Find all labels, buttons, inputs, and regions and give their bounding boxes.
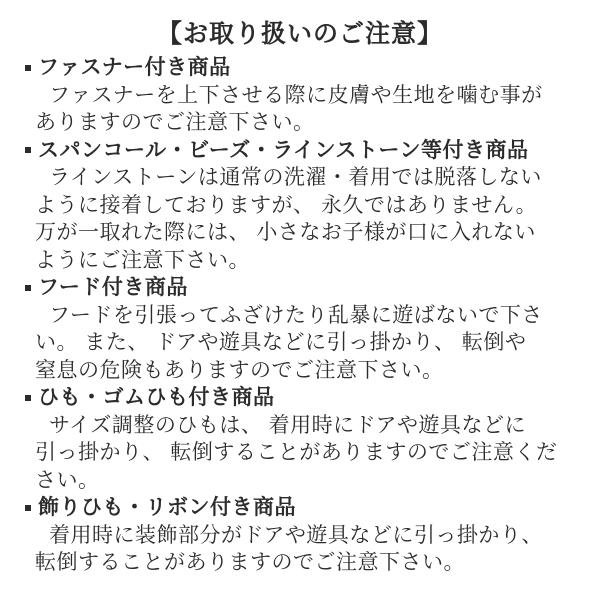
body-line: ように接着しておりますが、 永久ではありません。: [35, 193, 538, 217]
section-body: [35, 164, 590, 274]
body-line: い。 また、 ドアや遊具などに引っ掛かり、 転倒や: [35, 331, 527, 354]
body-line: フードを引張ってふざけたり乱暴に遊ばないで下さ: [49, 303, 543, 327]
section-heading-row: [25, 137, 590, 165]
notice-section-sequins-beads-rhinestones: [25, 137, 590, 275]
notice-section-hood: [25, 274, 590, 384]
section-heading-row: [25, 54, 590, 82]
body-line: ようにご注意下さい。: [35, 248, 250, 272]
section-body: [35, 302, 590, 385]
body-line: さい。: [35, 468, 100, 492]
section-body: [35, 82, 590, 137]
section-heading: スパンコール・ビーズ・ラインストーン等付き商品: [38, 138, 529, 162]
notice-section-cords-elastic: [25, 384, 590, 494]
section-heading: ファスナー付き商品: [38, 56, 231, 79]
section-heading-row: [25, 384, 590, 412]
body-line: 窒息の危険もありますのでご注意下さい。: [35, 358, 444, 382]
notice-section-zipper: [25, 54, 590, 137]
body-line: 転倒することがありますのでご注意下さい。: [35, 551, 465, 574]
section-body: [35, 412, 590, 495]
section-heading: ひも・ゴムひも付き商品: [38, 386, 275, 409]
body-line: サイズ調整のひもは、 着用時にドアや遊具などに: [49, 413, 527, 437]
body-line: ファスナーを上下させる際に皮膚や生地を噛む事が: [49, 83, 543, 107]
square-bullet-icon: [25, 147, 31, 153]
body-line: ありますのでご注意下さい。: [35, 111, 315, 134]
body-line: 万が一取れた際には、 小さなお子様が口に入れない: [35, 221, 536, 244]
section-body: [35, 522, 590, 577]
square-bullet-icon: [25, 505, 31, 511]
square-bullet-icon: [25, 285, 31, 291]
section-heading: 飾りひも・リボン付き商品: [38, 496, 296, 519]
body-line: 引っ掛かり、 転倒することがありますのでご注意くだ: [35, 441, 558, 464]
body-line: ラインストーンは通常の洗濯・着用では脱落しない: [49, 166, 542, 189]
body-line: 着用時に装飾部分がドアや遊具などに引っ掛かり、: [49, 523, 543, 547]
section-heading-row: [25, 494, 590, 522]
square-bullet-icon: [25, 395, 31, 401]
section-heading-row: [25, 274, 590, 302]
notice-section-decorative-cords-ribbon: [25, 494, 590, 577]
page-title: 【お取り扱いのご注意】: [156, 20, 443, 48]
square-bullet-icon: [25, 65, 31, 71]
section-heading: フード付き商品: [38, 276, 188, 299]
